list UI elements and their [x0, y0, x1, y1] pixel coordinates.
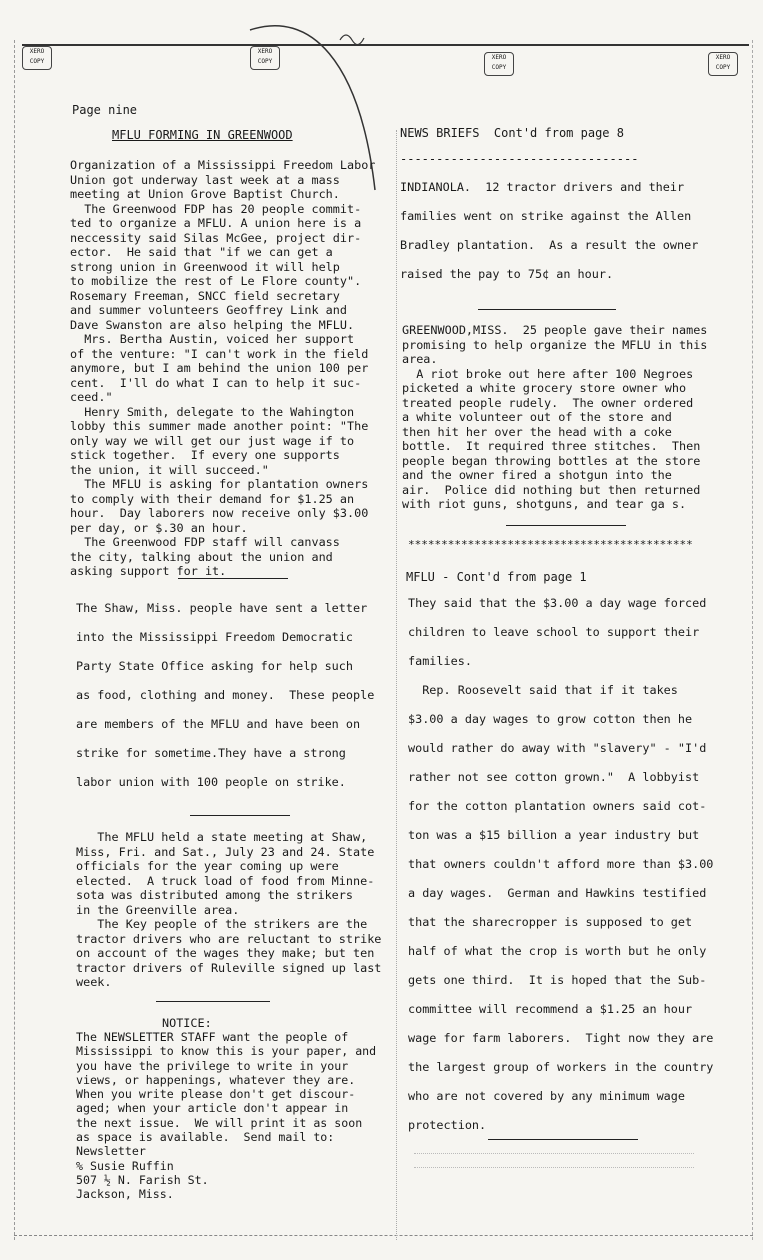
page-number: Page nine [72, 103, 138, 117]
section-rule [488, 1139, 638, 1140]
xero-copy-stamp: XERO COPY [250, 46, 280, 70]
xero-copy-stamp: XERO COPY [22, 46, 52, 70]
bleed-through-line [414, 1167, 694, 1168]
xero-copy-stamp: XERO COPY [708, 52, 738, 76]
article-mflu-greenwood: Organization of a Mississippi Freedom Labor Union got underway last week at a mass meeting at Union Grove Baptist Church. The Greenwood FDP has 20 people commit- ted to organize a MFLU. A union here is a neccessity said Silas McGee, project dir- ector. He said that "if we can get a strong union in Greenwood it will help to mobilize the rest of Le Flore county". Rosemary Freeman, SNCC field secretary and summer volunteers Geoffrey Link and Dave Swanston are also helping the MFLU. Mrs. Bertha Austin, voiced her support of the venture: "I can't work in the field anymore, but I am behind the union 100 per cent. I'll do what I can to help it suc- ceed." Henry Smith, delegate to the Wahington lobby this summer made another point: "The only way we will get our just wage if to stick together. If every one supports the union, it will succeed." The MFLU is asking for plantation owners to comply with their demand for $1.25 an hour. Day laborers now receive only $3.00 per day, or $.30 an hour. The Greenwood FDP staff will canvass the city, talking about the union and asking support for it. [70, 158, 376, 578]
section-rule [506, 525, 626, 526]
notice-title: NOTICE: [162, 1016, 212, 1030]
dashed-separator: --------------------------------- [400, 152, 639, 166]
notice-body: The NEWSLETTER STAFF want the people of Mississippi to know this is your paper, and you have the privilege to write in your views, or happenings, whatever they are. When you write please don't get discour- aged; when your article don't appear in the next issue. We will print it as soon as space is available. Send mail to: Newsletter % Susie Ruffin 507 ½ N. Farish St. Jackson, Miss. [76, 1030, 377, 1202]
article-state-meeting: The MFLU held a state meeting at Shaw, Miss, Fri. and Sat., July 23 and 24. State officials for the year coming up were elected. A truck load of food from Minne- sota was distributed among the strikers in the Greenville area. The Key people of the strikers are the tractor drivers who are reluctant to strike on account of the wages they make; but ten tractor drivers of Ruleville signed up last week. [76, 830, 382, 989]
left-page-edge [14, 40, 15, 1240]
right-page-edge [752, 40, 753, 1240]
section-rule [478, 309, 616, 310]
news-briefs-title: NEWS BRIEFS Cont'd from page 8 [400, 126, 624, 140]
mflu-cont-title: MFLU - Cont'd from page 1 [406, 570, 587, 584]
mflu-cont-body: They said that the $3.00 a day wage forced children to leave school to support their families. Rep. Roosevelt said that if it takes $3.00 a day wages to grow cotton then he would rather do away with "slavery" - "I'd rather not see cotton grown." A lobbyist for the cotton plantation owners said cot- ton was a $15 billion a year industry but that owners couldn't afford more than $3.00 a day wages. German and Hawkins testified that the sharecropper is supposed to get half of what the crop is worth but he only gets one third. It is hoped that the Sub- committee will recommend a $1.25 an hour wage for farm laborers. Tight now they are the largest group of workers in the country who are not covered by any minimum wage protection. [408, 596, 714, 1132]
asterisk-separator: ******************************************* [408, 538, 693, 551]
news-indianola: INDIANOLA. 12 tractor drivers and their families went on strike against the Allen Bradley plantation. As a result the owner raised the pay to 75¢ an hour. [400, 180, 699, 281]
section-rule [156, 1001, 270, 1002]
bottom-page-edge [14, 1235, 753, 1236]
article-shaw-letter: The Shaw, Miss. people have sent a letter into the Mississippi Freedom Democratic Party State Office asking for help such as food, clothing and money. These people are members of the MFLU and have been on strike for sometime.They have a strong labor union with 100 people on strike. [76, 601, 375, 789]
news-greenwood: GREENWOOD,MISS. 25 people gave their names promising to help organize the MFLU in this area. A riot broke out here after 100 Negroes picketed a white grocery store owner who treated people rudely. The owner ordered a white volunteer out of the store and then hit her over the head with a coke bottle. It required three stitches. Then people began throwing bottles at the store and the owner fired a shotgun into the air. Police did nothing but then returned with riot guns, shotguns, and tear ga s. [402, 323, 708, 511]
section-rule [178, 578, 288, 579]
article-title-mflu-greenwood: MFLU FORMING IN GREENWOOD [112, 128, 293, 142]
bleed-through-line [414, 1153, 694, 1154]
xero-copy-stamp: XERO COPY [484, 52, 514, 76]
section-rule [190, 815, 290, 816]
column-divider [396, 130, 397, 1240]
